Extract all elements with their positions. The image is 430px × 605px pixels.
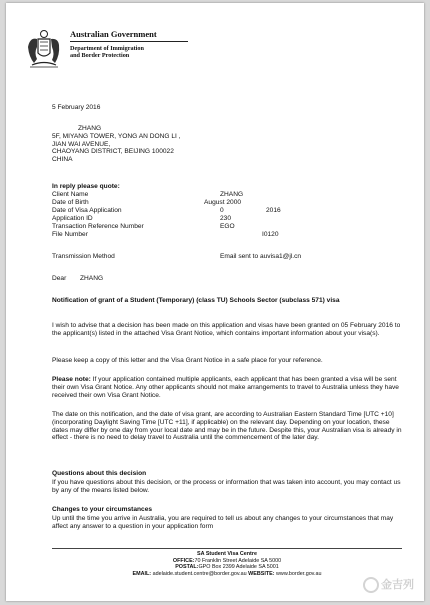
dept-line-1: Department of Immigration bbox=[70, 45, 144, 52]
field-value: August 2000 bbox=[204, 199, 242, 206]
transmission-value: Email sent to auvisa1@jl.cn bbox=[220, 253, 302, 260]
quote-heading: In reply please quote: bbox=[52, 183, 120, 190]
letter-date: 5 February 2016 bbox=[52, 104, 101, 111]
field-row bbox=[52, 191, 402, 199]
transmission-label: Transmission Method bbox=[52, 253, 115, 260]
questions-text: If you have questions about this decision, or the process or information that was taken into account, you may contact us by any of the means listed below. bbox=[52, 479, 401, 494]
questions-heading: Questions about this decision bbox=[52, 470, 147, 477]
footer-contact bbox=[52, 571, 402, 578]
note-label: Please note: bbox=[52, 376, 91, 383]
field-label: Transaction Reference Number bbox=[52, 223, 144, 230]
field-label: Date of Visa Application bbox=[52, 207, 122, 214]
address-line: JIAN WAI AVENUE, bbox=[52, 140, 111, 148]
footer-email-label: EMAIL: bbox=[132, 570, 152, 577]
address-line: ZHANG bbox=[78, 125, 102, 132]
field-row bbox=[52, 223, 402, 231]
header-rule bbox=[70, 41, 188, 42]
field-label: Application ID bbox=[52, 215, 93, 222]
field-label: File Number bbox=[52, 231, 88, 238]
watermark-logo-icon bbox=[363, 577, 379, 593]
changes-text: Up until the time you arrive in Australia, you are required to tell us about any changes to your circumstances that may affect any answer to a question in your application form bbox=[52, 515, 394, 530]
paragraph-keep-copy: Please keep a copy of this letter and the Visa Grant Notice in a safe place for your reference. bbox=[52, 357, 323, 364]
paragraph-dates: The date on this notification, and the date of visa grant, are according to Australian Eastern Standard Time [UTC +10] (incorporating Daylight Saving Time [UTC +11], if applicable) on the relevant day. Depending on your location, these dates may differ by one day from your local date and may be in the future. Despite this, your Australian visa is already in effect - there is no need to delay travel to Australia until the commencement of the later day. bbox=[52, 411, 402, 442]
department-name bbox=[70, 45, 144, 60]
footer-centre: SA Student Visa Centre bbox=[197, 551, 257, 557]
watermark bbox=[363, 576, 414, 593]
letterhead bbox=[22, 27, 202, 73]
transmission-row bbox=[52, 253, 402, 261]
changes-heading: Changes to your circumstances bbox=[52, 506, 153, 513]
address-line: 5F, MIYANG TOWER, YONG AN DONG LI , bbox=[52, 132, 181, 140]
paragraph-note bbox=[52, 376, 402, 399]
address-line: CHINA bbox=[52, 156, 73, 164]
footer-office-value: 70 Franklin Street Adelaide SA 5000 bbox=[194, 557, 282, 564]
field-value: 0 bbox=[220, 207, 224, 214]
footer-office bbox=[52, 558, 402, 565]
footer-website-value: www.border.gov.au bbox=[274, 570, 322, 577]
coat-of-arms-icon bbox=[22, 27, 66, 71]
field-value: EGO bbox=[220, 223, 235, 230]
paragraph-decision: I wish to advise that a decision has been made on this application and visas have been granted on 05 February 2016 to the applicant(s) listed in the attached Visa Grant Notice, which contains important information about your visa(s). bbox=[52, 322, 401, 337]
field-value-year: 2016 bbox=[266, 207, 281, 214]
field-row bbox=[52, 215, 402, 223]
footer-website-label: WEBSITE: bbox=[248, 570, 275, 577]
footer-email-value: adelaide.student.centre@border.gov.au bbox=[151, 570, 249, 577]
watermark-text: 金吉列 bbox=[381, 578, 414, 591]
recipient-address bbox=[52, 125, 180, 164]
letter-page bbox=[6, 3, 424, 601]
letter-subject: Notification of grant of a Student (Temporary) (class TU) Schools Sector (subclass 571) visa bbox=[52, 297, 340, 304]
address-line: CHAOYANG DISTRICT, BEIJING 100022 bbox=[52, 148, 174, 156]
footer-office-label: OFFICE: bbox=[172, 557, 195, 564]
letter-footer bbox=[52, 548, 402, 577]
field-row bbox=[52, 231, 402, 239]
note-text: If your application contained multiple applicants, each applicant that has been granted a visa will be sent their own Visa Grant Notice. Any other applicants should not make arrangements to travel to Australia unless they have received their own Visa Grant Notice. bbox=[52, 376, 399, 399]
footer-postal-value: GPO Box 2399 Adelaide SA 5001 bbox=[198, 564, 279, 571]
footer-postal bbox=[52, 564, 402, 571]
salutation-name: ZHANG bbox=[80, 275, 104, 282]
salutation-word: Dear bbox=[52, 275, 67, 282]
field-label: Date of Birth bbox=[52, 199, 89, 206]
footer-postal-label: POSTAL: bbox=[175, 564, 199, 571]
salutation bbox=[52, 275, 402, 283]
field-label: Client Name bbox=[52, 191, 89, 198]
gov-title: Australian Government bbox=[70, 29, 157, 39]
field-value: ZHANG bbox=[220, 191, 244, 198]
field-value: I0120 bbox=[262, 231, 279, 238]
field-row bbox=[52, 207, 402, 215]
field-row bbox=[52, 199, 402, 207]
dept-line-2: and Border Protection bbox=[70, 52, 130, 60]
field-value: 230 bbox=[220, 215, 232, 222]
